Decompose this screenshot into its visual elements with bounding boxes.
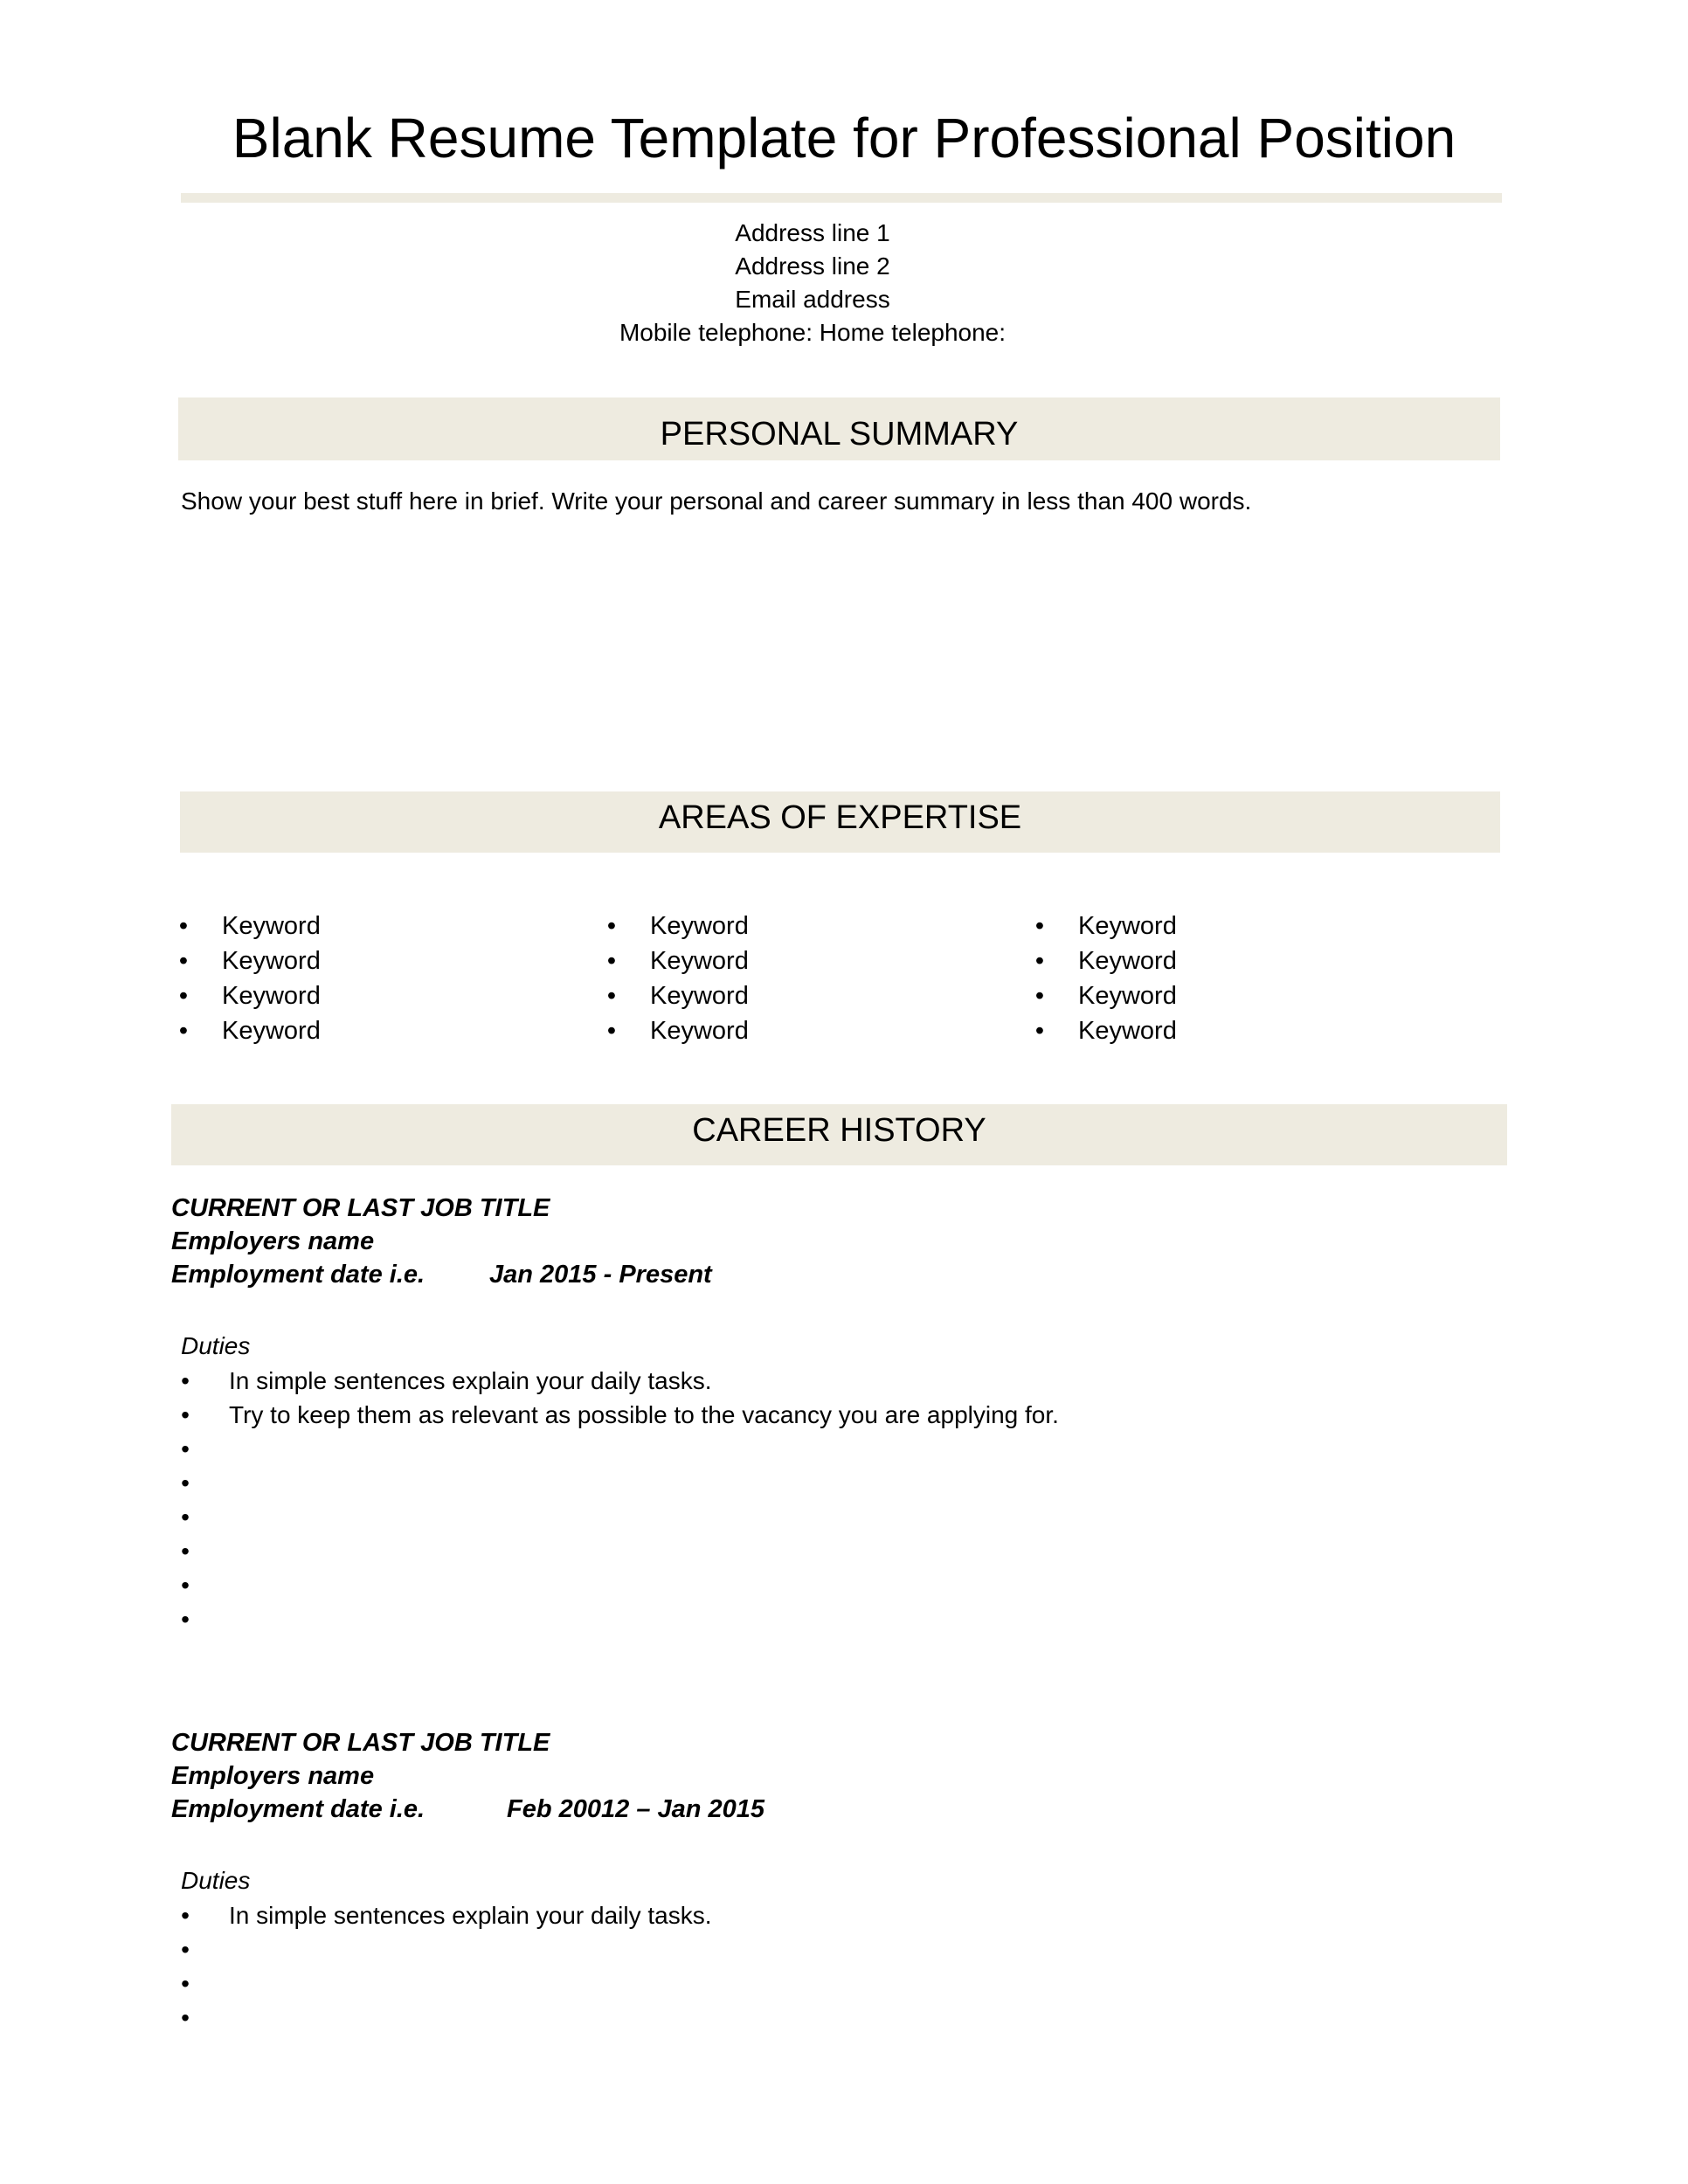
employer-name: Employers name	[171, 1762, 375, 1790]
expertise-item	[175, 1013, 321, 1048]
expertise-item	[603, 909, 749, 943]
bullet-icon: •	[181, 1435, 190, 1462]
expertise-item	[1031, 1013, 1177, 1048]
bullet-icon: •	[178, 912, 189, 940]
duties-list	[176, 1364, 1059, 1636]
expertise-keyword: Keyword	[1078, 982, 1177, 1010]
employment-date-value: Jan 2015 - Present	[489, 1261, 712, 1289]
duty-item	[176, 1432, 1059, 1466]
duty-item	[176, 1466, 1059, 1500]
expertise-column-2	[603, 909, 749, 1048]
duty-text: In simple sentences explain your daily tasks.	[229, 1902, 712, 1929]
duty-item	[176, 1898, 712, 1932]
bullet-icon: •	[181, 1538, 190, 1565]
bullet-icon: •	[606, 982, 617, 1010]
title-divider	[181, 193, 1502, 203]
expertise-keyword: Keyword	[1078, 912, 1177, 940]
bullet-icon: •	[181, 1936, 190, 1963]
contact-block	[0, 217, 1625, 349]
bullet-icon: •	[606, 947, 617, 975]
duty-item	[176, 1568, 1059, 1602]
expertise-item	[1031, 978, 1177, 1013]
expertise-keyword: Keyword	[650, 1017, 749, 1045]
duty-text: In simple sentences explain your daily tasks.	[229, 1367, 712, 1394]
employer-name: Employers name	[171, 1227, 375, 1255]
expertise-item	[175, 943, 321, 978]
bullet-icon: •	[1034, 947, 1045, 975]
job-title: CURRENT OR LAST JOB TITLE	[171, 1729, 550, 1757]
bullet-icon: •	[181, 1902, 190, 1929]
expertise-keyword: Keyword	[222, 912, 321, 940]
duty-item	[176, 1966, 712, 2001]
expertise-item	[175, 978, 321, 1013]
expertise-item	[1031, 943, 1177, 978]
document-title: Blank Resume Template for Professional Position	[232, 107, 1456, 169]
bullet-icon: •	[181, 1401, 190, 1428]
expertise-item	[603, 943, 749, 978]
duty-item	[176, 1602, 1059, 1636]
employment-date-label: Employment date i.e.	[171, 1261, 425, 1289]
expertise-item	[1031, 909, 1177, 943]
address-line-1: Address line 1	[735, 219, 890, 246]
personal-summary-heading: PERSONAL SUMMARY	[178, 397, 1500, 460]
duties-label: Duties	[181, 1867, 251, 1894]
bullet-icon: •	[178, 1017, 189, 1045]
job-title: CURRENT OR LAST JOB TITLE	[171, 1194, 550, 1222]
bullet-icon: •	[181, 1367, 190, 1394]
expertise-column-3	[1031, 909, 1177, 1048]
bullet-icon: •	[181, 1606, 190, 1633]
bullet-icon: •	[181, 2004, 190, 2031]
expertise-item	[603, 1013, 749, 1048]
bullet-icon: •	[178, 982, 189, 1010]
bullet-icon: •	[606, 912, 617, 940]
email-address: Email address	[735, 286, 890, 313]
bullet-icon: •	[1034, 982, 1045, 1010]
expertise-keyword: Keyword	[222, 947, 321, 975]
expertise-keyword: Keyword	[650, 912, 749, 940]
areas-of-expertise-heading: AREAS OF EXPERTISE	[180, 791, 1500, 853]
duty-item	[176, 1534, 1059, 1568]
expertise-item	[175, 909, 321, 943]
duty-text: Try to keep them as relevant as possible to the vacancy you are applying for.	[229, 1401, 1059, 1428]
address-line-2: Address line 2	[735, 252, 890, 280]
job-header	[171, 1192, 712, 1291]
personal-summary-text: Show your best stuff here in brief. Write your personal and career summary in less than 400 words.	[181, 487, 1252, 515]
duties-list	[176, 1898, 712, 2035]
expertise-keyword: Keyword	[222, 1017, 321, 1045]
expertise-keyword: Keyword	[1078, 1017, 1177, 1045]
bullet-icon: •	[606, 1017, 617, 1045]
employment-date-label: Employment date i.e.	[171, 1795, 425, 1823]
bullet-icon: •	[181, 1970, 190, 1997]
expertise-keyword: Keyword	[222, 982, 321, 1010]
bullet-icon: •	[181, 1572, 190, 1599]
expertise-column-1	[175, 909, 321, 1048]
duty-item	[176, 1364, 1059, 1398]
expertise-keyword: Keyword	[650, 947, 749, 975]
bullet-icon: •	[1034, 912, 1045, 940]
duty-item	[176, 1932, 712, 1966]
expertise-item	[603, 978, 749, 1013]
duties-label: Duties	[181, 1332, 251, 1359]
expertise-keyword: Keyword	[1078, 947, 1177, 975]
duty-item	[176, 1398, 1059, 1432]
expertise-keyword: Keyword	[650, 982, 749, 1010]
career-history-heading: CAREER HISTORY	[171, 1104, 1507, 1165]
employment-date-value: Feb 20012 – Jan 2015	[507, 1795, 765, 1823]
bullet-icon: •	[1034, 1017, 1045, 1045]
duty-item	[176, 1500, 1059, 1534]
telephone-line: Mobile telephone: Home telephone:	[619, 319, 1007, 346]
bullet-icon: •	[181, 1503, 190, 1531]
duty-item	[176, 2001, 712, 2035]
bullet-icon: •	[181, 1469, 190, 1496]
job-header	[171, 1726, 765, 1826]
bullet-icon: •	[178, 947, 189, 975]
